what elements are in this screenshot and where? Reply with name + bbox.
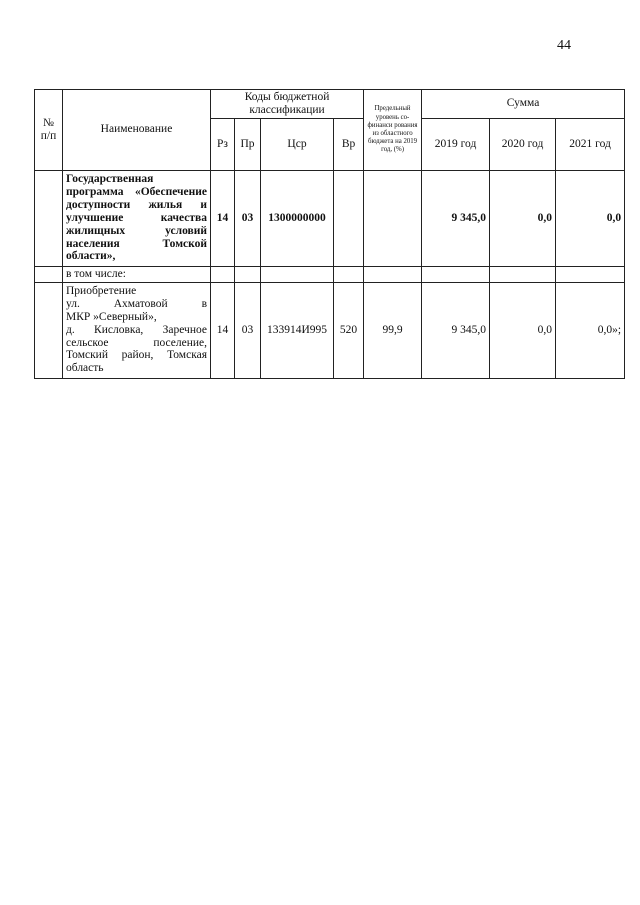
cell-item-2019: 9 345,0 (422, 282, 490, 378)
cell-including-label: в том числе: (63, 266, 211, 282)
header-2021: 2021 год (556, 118, 625, 170)
header-2019: 2019 год (422, 118, 490, 170)
cell-program-2020: 0,0 (490, 170, 556, 266)
item-name-line: д. Кисловка, Заречное (66, 323, 207, 336)
header-name: Наименование (63, 90, 211, 171)
header-pr: Пр (235, 118, 261, 170)
cell-program-pr: 03 (235, 170, 261, 266)
page-number: 44 (557, 38, 571, 53)
header-num: № п/п (35, 90, 63, 171)
cell-item-level: 99,9 (364, 282, 422, 378)
item-name-line: сельское поселение, (66, 336, 207, 349)
header-sum: Сумма (422, 90, 625, 119)
cell-item-vr: 520 (334, 282, 364, 378)
cell-item-name (63, 282, 211, 378)
header-vr: Вр (334, 118, 364, 170)
item-name-line: ул. Ахматовой в (66, 297, 207, 310)
cell-item-rz: 14 (211, 282, 235, 378)
cell-item-2021: 0,0»; (556, 282, 625, 378)
cell-program-csr: 1300000000 (261, 170, 334, 266)
table-row-including (35, 266, 625, 282)
cell-program-vr (334, 170, 364, 266)
budget-table (34, 89, 625, 379)
item-name-line: Приобретение (66, 285, 137, 298)
cell-item-pr: 03 (235, 282, 261, 378)
cell-num (35, 170, 63, 266)
item-name-line: МКР »Северный», (66, 310, 157, 323)
item-name-line: область (66, 362, 104, 375)
cell-program-rz: 14 (211, 170, 235, 266)
cell-program-level (364, 170, 422, 266)
header-csr: Цср (261, 118, 334, 170)
cell-item-2020: 0,0 (490, 282, 556, 378)
header-cofinancing-level: Предельный уровень со-финанси рования из областного бюджета на 2019 год, (%) (364, 90, 422, 171)
cell-program-2019: 9 345,0 (422, 170, 490, 266)
cell-program-name: Государственная программа «Обеспечение доступности жилья и улучшение качества жилищных условий населения Томской области», (63, 170, 211, 266)
header-rz: Рз (211, 118, 235, 170)
header-2020: 2020 год (490, 118, 556, 170)
header-codes: Коды бюджетной классификации (211, 90, 364, 119)
cell-program-2021: 0,0 (556, 170, 625, 266)
table-row-program (35, 170, 625, 266)
cell-num (35, 266, 63, 282)
cell-num (35, 282, 63, 378)
cell-item-csr: 133914И995 (261, 282, 334, 378)
table-row-item (35, 282, 625, 378)
item-name-line: Томский район, Томская (66, 349, 207, 362)
